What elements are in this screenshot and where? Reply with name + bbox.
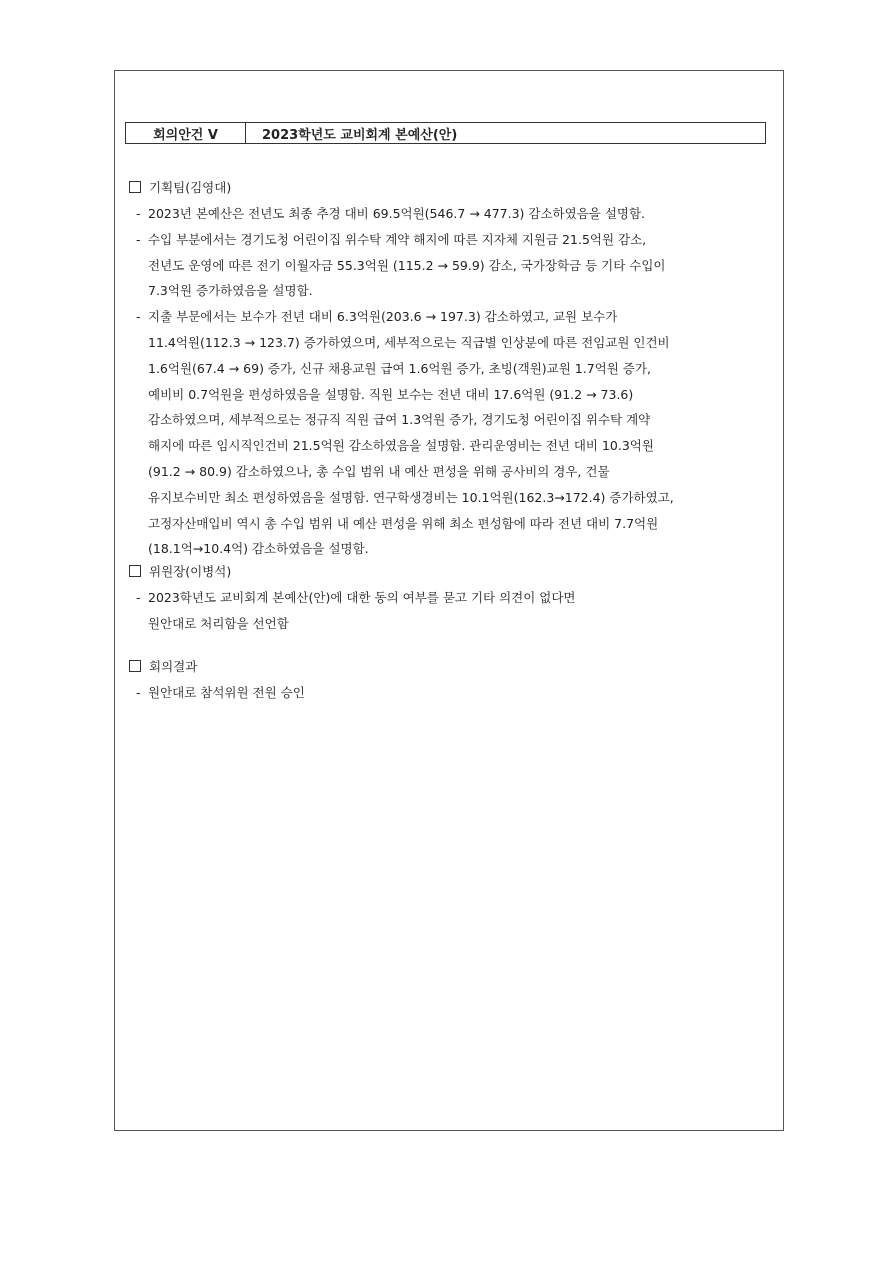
list-item: - 2023년 본예산은 전년도 최종 추경 대비 69.5억원(546.7 → 477.3) 감소하였음을 설명함. [129, 201, 778, 227]
item-line: 7.3억원 증가하였음을 설명함. [148, 283, 313, 299]
section-title: 회의결과 [129, 654, 778, 680]
item-line: 고정자산매입비 역시 총 수입 범위 내 예산 편성을 위해 최소 편성함에 따라 전년 대비 7.7억원 [148, 515, 659, 531]
checkbox-square-icon [129, 181, 141, 193]
item-line: 2023학년도 교비회계 본예산(안)에 대한 동의 여부를 묻고 기타 의견이 없다면 [148, 590, 576, 605]
item-line: 원안대로 참석위원 전원 승인 [148, 685, 305, 700]
list-item: - 지출 부문에서는 보수가 전년 대비 6.3억원(203.6 → 197.3) 감소하였고, 교원 보수가 11.4억원(112.3 → 123.7) 증가하였으며, 세부적으로는 직급별 인상분에 따른 전임교원 인건비 1.6억원(67.4 → 69) 증가, 신규 채용교원 급여 1.6억원 증가, 초빙(객원)교원 1.7억원 증가, 예비비 0.7억원을 편성하였음을 설명함. 직원 보수는 전년 대비 17.6억원 (91.2 → 73.6) 감소하였으며, 세부적으로는 정규직 직원 급여 1.3억원 증가, 경기도청 어린이집 위수탁 계약 해지에 따른 임시직인건비 21.5억원 감소하였음을 설명함. 관리운영비는 전년 대비 10.3억원 (91.2 → 80.9) 감소하였으나, 총 수입 범위 내 예산 편성을 위해 공사비의 경우, 건물 유지보수비만 최소 편성하였음을 설명함. 연구학생경비는 10.1억원(162.3→172.4) 증가하였고, 고정자산매입비 역시 총 수입 범위 내 예산 편성을 위해 최소 편성함에 따라 전년 대비 7.7억원 (18.1억→10.4억) 감소하였음을 설명함. [129, 304, 778, 562]
section-chairperson [129, 559, 778, 637]
list-item: - 원안대로 참석위원 전원 승인 [129, 680, 778, 706]
item-line: 감소하였으며, 세부적으로는 정규직 직원 급여 1.3억원 증가, 경기도청 어린이집 위수탁 계약 [148, 412, 651, 428]
checkbox-square-icon [129, 660, 141, 672]
list-item: - 2023학년도 교비회계 본예산(안)에 대한 동의 여부를 묻고 기타 의견이 없다면 원안대로 처리함을 선언함 [129, 585, 778, 637]
agenda-title: 2023학년도 교비회계 본예산(안) [262, 127, 458, 143]
item-line: 지출 부문에서는 보수가 전년 대비 6.3억원(203.6 → 197.3) 감소하였고, 교원 보수가 [148, 309, 618, 325]
section-planning-team [129, 175, 778, 562]
agenda-number: 회의안건 Ⅴ [126, 123, 246, 143]
item-line: 11.4억원(112.3 → 123.7) 증가하였으며, 세부적으로는 직급별 인상분에 따른 전임교원 인건비 [148, 334, 670, 350]
section-meeting-result [129, 654, 778, 706]
item-line: 유지보수비만 최소 편성하였음을 설명함. 연구학생경비는 10.1억원(162.3→172.4) 증가하였고, [148, 489, 674, 505]
item-line: 2023년 본예산은 전년도 최종 추경 대비 69.5억원(546.7 → 477.3) 감소하였음을 설명함. [148, 206, 646, 221]
item-line: 수입 부분에서는 경기도청 어린이집 위수탁 계약 해지에 따른 지자체 지원금 21.5억원 감소, [148, 231, 647, 247]
item-line: 예비비 0.7억원을 편성하였음을 설명함. 직원 보수는 전년 대비 17.6억원 (91.2 → 73.6) [148, 386, 634, 402]
document-frame [114, 70, 784, 1131]
item-line: (18.1억→10.4억) 감소하였음을 설명함. [148, 541, 369, 557]
item-line: 해지에 따른 임시직인건비 21.5억원 감소하였음을 설명함. 관리운영비는 전년 대비 10.3억원 [148, 438, 654, 454]
section-title: 위원장(이병석) [129, 559, 778, 585]
agenda-header [125, 122, 766, 144]
checkbox-square-icon [129, 565, 141, 577]
list-item: - 수입 부분에서는 경기도청 어린이집 위수탁 계약 해지에 따른 지자체 지원금 21.5억원 감소, 전년도 운영에 따른 전기 이월자금 55.3억원 (115.2 → 59.9) 감소, 국가장학금 등 기타 수입이 7.3억원 증가하였음을 설명함. [129, 227, 778, 304]
item-line: 전년도 운영에 따른 전기 이월자금 55.3억원 (115.2 → 59.9) 감소, 국가장학금 등 기타 수입이 [148, 257, 666, 273]
item-line: 원안대로 처리함을 선언함 [148, 615, 289, 631]
item-line: 1.6억원(67.4 → 69) 증가, 신규 채용교원 급여 1.6억원 증가, 초빙(객원)교원 1.7억원 증가, [148, 360, 651, 376]
item-line: (91.2 → 80.9) 감소하였으나, 총 수입 범위 내 예산 편성을 위해 공사비의 경우, 건물 [148, 463, 610, 479]
section-title: 기획팀(김영대) [129, 175, 778, 201]
